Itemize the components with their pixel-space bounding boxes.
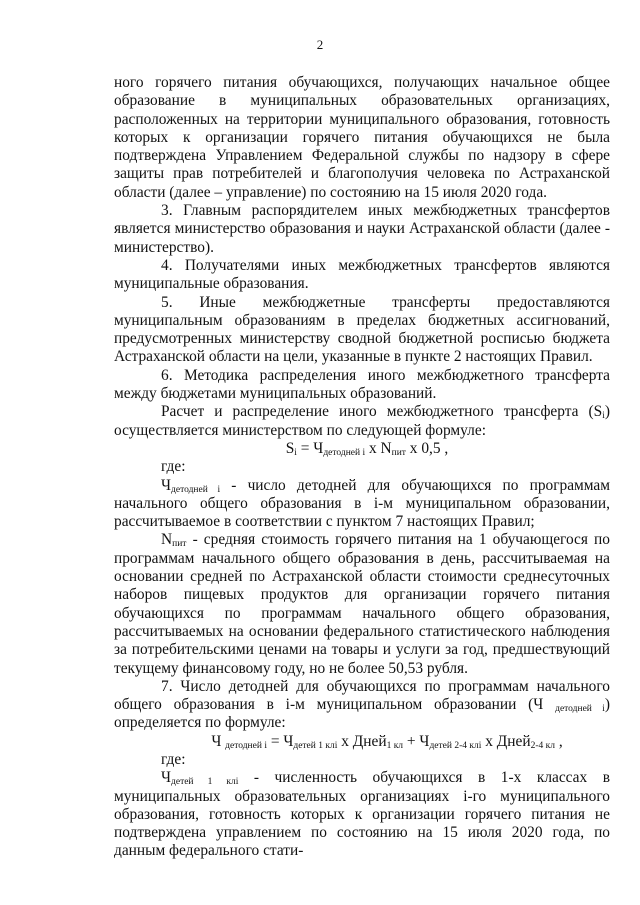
document-body bbox=[114, 74, 610, 861]
formula1-times: x N bbox=[365, 439, 392, 457]
def-ch1-symbol: Ч bbox=[161, 769, 172, 787]
paragraph-4: 4. Получателями иных межбюджетных трансфертов являются муниципальные образования. bbox=[114, 256, 610, 293]
formula-child-days bbox=[114, 733, 610, 751]
definition-meal-cost bbox=[114, 531, 610, 677]
definition-child-days bbox=[114, 477, 610, 532]
p7-after: ) определяется по формуле: bbox=[114, 696, 610, 732]
formula2-c-sub: 1 кл bbox=[386, 740, 404, 751]
p7-before: 7. Число детодней для обучающихся по программам начального общего образования в i-м муниципальном образовании (Ч bbox=[114, 677, 610, 714]
calc-text-after: ) осуществляется министерством по следующей формуле: bbox=[114, 403, 610, 439]
formula2-b-sub: детей 1 клi bbox=[293, 740, 338, 751]
formula1-ch-sub: детодней i bbox=[323, 447, 366, 458]
formula2-c: x Дней bbox=[337, 732, 387, 750]
calc-subscript: i bbox=[602, 411, 605, 422]
paragraph-continuation: ного горячего питания обучающихся, получающих начальное общее образование в муниципальных образовательных организациях, расположенных на территории муниципального образования, готовность которых к организации горячего питания обучающихся не была подтверждена Управлением Федеральной службы по надзору в сфере защиты прав потребителей и благополучия человека по Астраханской области (далее – управление) по состоянию на 15 июля 2020 года. bbox=[114, 74, 610, 201]
formula2-d: + Ч bbox=[403, 732, 430, 750]
paragraph-5: 5. Иные межбюджетные трансферты предоставляются муниципальным образованиям в пределах бюджетных ассигнований, предусмотренных министерству сводной бюджетной росписью бюджета Астраханской области на цели, указанные в пункте 2 настоящих Правил. bbox=[114, 293, 610, 366]
def-ch-sub: детодней i bbox=[171, 484, 221, 495]
def-ch1-sub: детей 1 клi bbox=[171, 777, 239, 788]
formula2-b: = Ч bbox=[266, 732, 294, 750]
formula2-e: x Дней bbox=[481, 732, 531, 750]
formula1-s: S bbox=[285, 439, 295, 457]
calc-text-before: Расчет и распределение иного межбюджетного трансферта (S bbox=[161, 403, 603, 421]
p7-sub: детодней i bbox=[555, 704, 605, 715]
formula1-eq: = Ч bbox=[296, 439, 324, 457]
formula1-s-sub: i bbox=[294, 447, 297, 458]
def-ch1-text: - численность обучающихся в 1-х классах в муниципальных образовательных организациях i-го муниципального образования, готовность которых к организации горячего питания не подтверждена управлением по состоянию на 15 июля 2020 года, по данным федерального стати- bbox=[114, 769, 611, 860]
definition-first-grade bbox=[114, 769, 610, 860]
where-label-1: где: bbox=[161, 458, 186, 476]
def-ch-symbol: Ч bbox=[161, 476, 172, 494]
paragraph-7 bbox=[114, 678, 610, 733]
where-label-2: где: bbox=[161, 750, 186, 768]
def-n-symbol: N bbox=[161, 531, 173, 549]
def-n-text: - средняя стоимость горячего питания на 1 обучающегося по программам начального общего образования в день, рассчитываемая на основании средней по Астраханской области стоимости среднесуточных наборов пищевых продуктов для организации горячего питания обучающихся по программам начального общего образования, рассчитываемых на основании федерального статистического наблюдения за потребительскими ценами на товары и услуги за год, предшествующий текущему финансовому году, но не более 50,53 рубля. bbox=[114, 531, 610, 677]
formula1-n-sub: пит bbox=[391, 447, 406, 458]
formula2-d-sub: детей 2-4 клi bbox=[429, 740, 482, 751]
formula-transfer bbox=[114, 440, 610, 458]
formula1-tail: x 0,5 , bbox=[405, 439, 449, 457]
page-number: 2 bbox=[316, 37, 324, 52]
formula2-a-sub: детодней i bbox=[225, 740, 267, 751]
def-n-sub: пит bbox=[172, 539, 187, 550]
formula2-f: , bbox=[554, 732, 563, 750]
def-ch-text: - число детодней для обучающихся по программам начального общего образования в i-м муниципальном образовании, рассчитываемое в соответствии с пунктом 7 настоящих Правил; bbox=[114, 476, 610, 531]
paragraph-calculation bbox=[114, 403, 610, 440]
paragraph-6: 6. Методика распределения иного межбюджетного трансферта между бюджетами муниципальных образований. bbox=[114, 366, 610, 403]
formula2-a: Ч bbox=[211, 732, 226, 750]
formula2-e-sub: 2-4 кл bbox=[530, 740, 555, 751]
paragraph-3: 3. Главным распорядителем иных межбюджетных трансфертов является министерство образования и науки Астраханской области (далее - министерство). bbox=[114, 202, 610, 256]
